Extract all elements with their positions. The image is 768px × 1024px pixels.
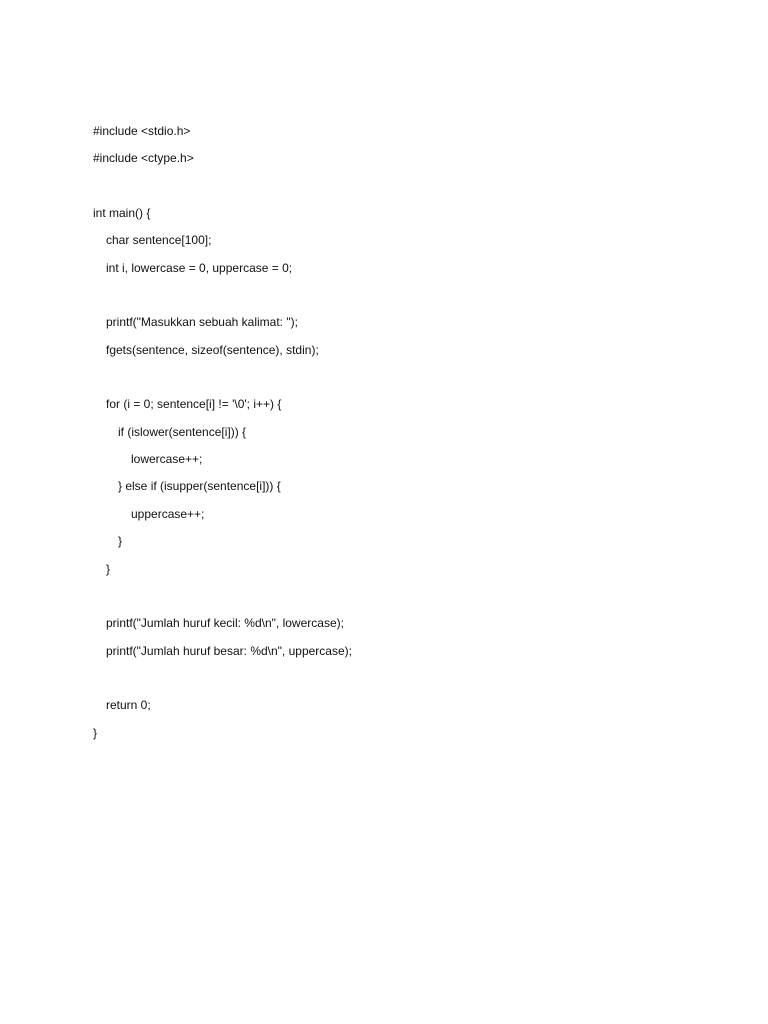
code-line: int i, lowercase = 0, uppercase = 0; bbox=[106, 260, 293, 275]
code-line: printf("Jumlah huruf besar: %d\n", uppercase); bbox=[106, 643, 352, 658]
code-line: #include <stdio.h> bbox=[93, 124, 191, 138]
code-line: printf("Jumlah huruf kecil: %d\n", lowercase); bbox=[106, 616, 344, 631]
code-line: return 0; bbox=[106, 698, 151, 713]
code-line: int main() { bbox=[93, 206, 151, 221]
code-line: } bbox=[93, 725, 98, 740]
code-line: for (i = 0; sentence[i] != '\0'; i++) { bbox=[106, 397, 282, 412]
code-line: printf("Masukkan sebuah kalimat: "); bbox=[106, 315, 298, 330]
code-line: fgets(sentence, sizeof(sentence), stdin); bbox=[106, 342, 319, 357]
code-line: } bbox=[118, 534, 123, 549]
code-listing bbox=[93, 121, 352, 750]
code-line: uppercase++; bbox=[131, 506, 205, 521]
code-line bbox=[93, 367, 352, 394]
code-line: } bbox=[106, 561, 111, 576]
code-line: } else if (isupper(sentence[i])) { bbox=[118, 479, 281, 494]
code-line: lowercase++; bbox=[131, 452, 203, 467]
code-line bbox=[93, 668, 352, 695]
code-line: char sentence[100]; bbox=[106, 233, 212, 248]
code-line: if (islower(sentence[i])) { bbox=[118, 424, 247, 439]
code-line bbox=[93, 176, 352, 203]
code-line bbox=[93, 285, 352, 312]
code-line: #include <ctype.h> bbox=[93, 151, 194, 166]
code-line bbox=[93, 586, 352, 613]
